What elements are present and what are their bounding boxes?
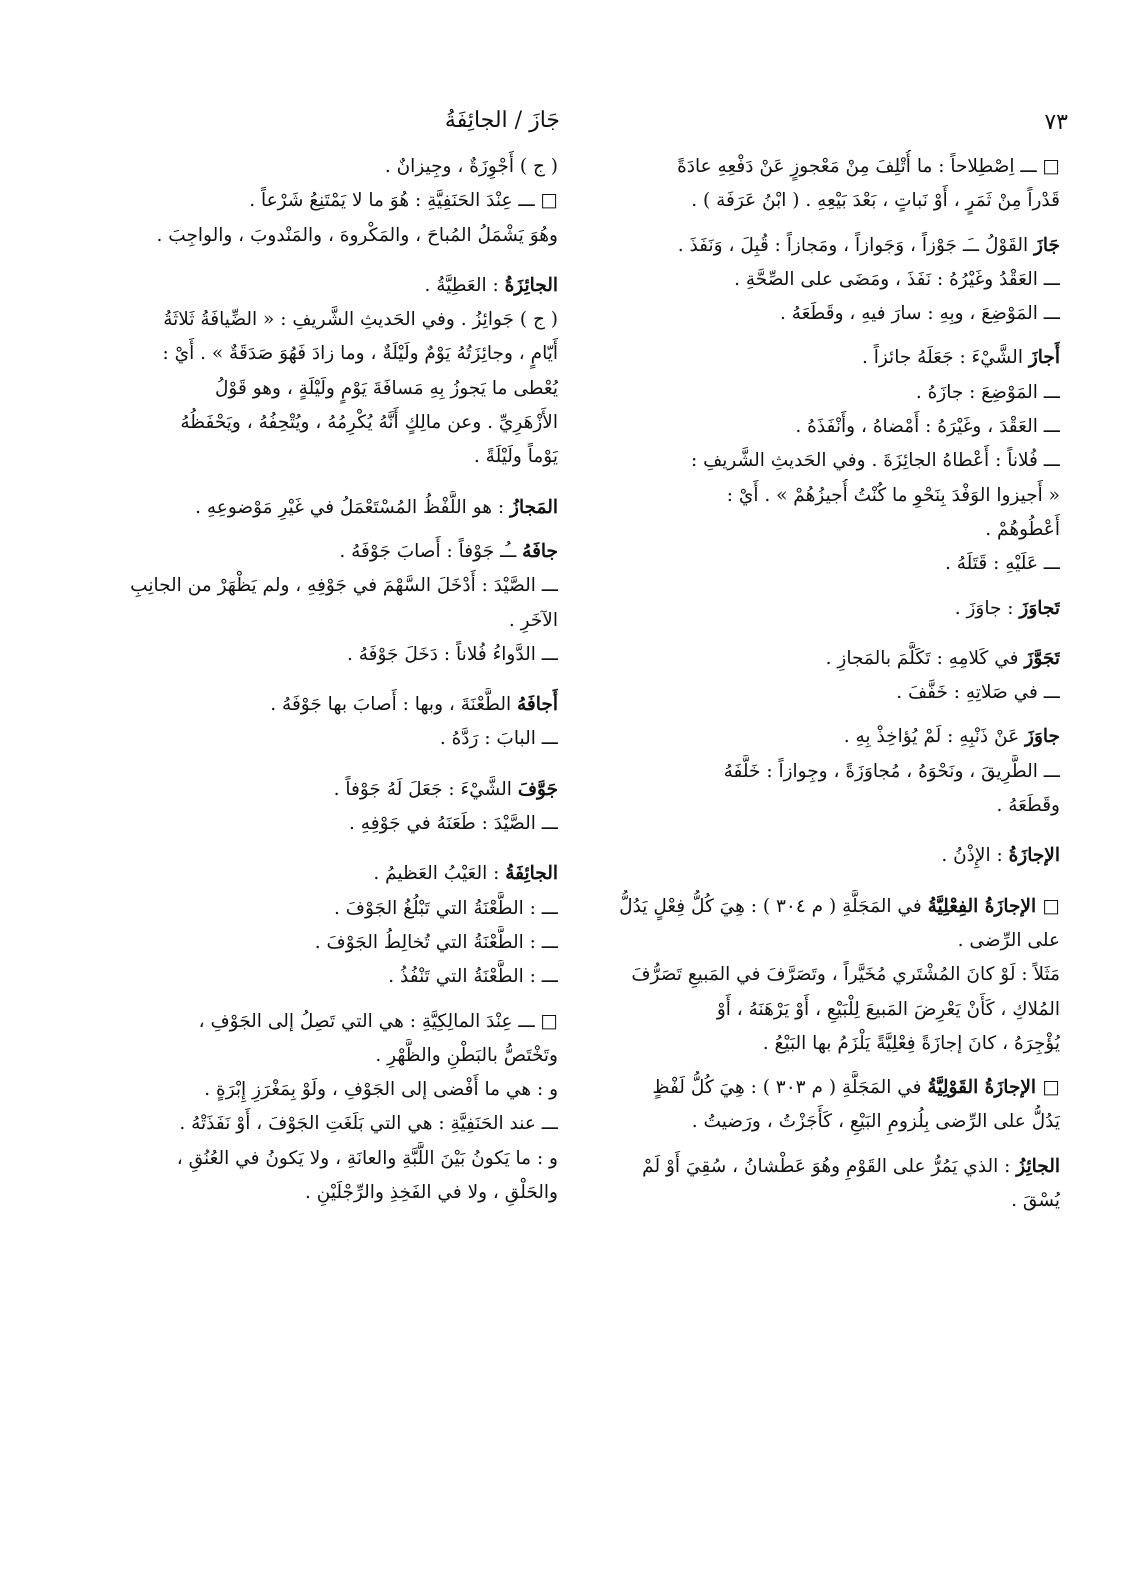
entry-text: : هو اللَّفْظُ المُسْتَعْمَلُ في غَيْرِ مَوْضوعِهِ . (195, 496, 511, 518)
entry-headword: الجائِزُ (1016, 1155, 1060, 1177)
entry-text: □ ـــ عِنْدَ الحَنَفِيَّةِ : هُوَ ما لا يَمْتَنِعُ شَرْعاً . (249, 190, 558, 212)
entry-line (108, 184, 558, 218)
entry-text: المُلاكِ ، كَأَنْ يَعْرِضَ المَبيعَ لِلْبَيْعِ ، أَوْ يَرْهَنَهُ ، أَوْ (716, 998, 1060, 1020)
entry-line (612, 958, 1060, 992)
entry-line (108, 569, 558, 603)
dictionary-entry (108, 857, 558, 994)
entry-text: ـــ المَوْضِعَ ، وبِهِ : سارَ فيهِ ، وقَطَعَهُ . (779, 303, 1060, 325)
entry-line (612, 1184, 1060, 1218)
entry-line (612, 890, 1060, 924)
entry-line (612, 341, 1060, 375)
entry-text: ـــ العَقْدُ وغَيْرُهُ : نَفَذَ ، ومَضَى على الصِّحَّةِ . (734, 268, 1060, 290)
entry-text: : الذي يَمُرُّ على القَوْمِ وهُوَ عَطْشانُ ، سُقِيَ أَوْ لَمْ (642, 1155, 1017, 1177)
dictionary-entry (612, 839, 1060, 873)
entry-headword: جافَهُ (522, 540, 558, 562)
entry-line (612, 184, 1060, 218)
entry-line (108, 1039, 558, 1073)
entry-gap (108, 672, 558, 688)
entry-text: ـــ العَقْدَ ، وغَيْرَهُ : أَمْضاهُ ، وأَنْفَذَهُ . (795, 416, 1060, 438)
right-column (612, 150, 1060, 1218)
entry-gap (108, 253, 558, 269)
entry-text: ــُـ جَوْفاً : أَصابَ جَوْفَهُ . (339, 540, 523, 562)
entry-line (108, 303, 558, 337)
entry-gap (612, 874, 1060, 890)
entry-text: مَثَلاً : لَوْ كانَ المُشْتَري مُخَيَّراً ، وتَصَرَّفَ في المَبيعِ تَصَرُّفَ (631, 964, 1060, 986)
entry-text: ( ج ) جَوائِزُ . وفي الحَديثِ الشَّريفِ : « الضِّيافَةُ ثَلاثَةُ (163, 309, 558, 331)
entry-headword: □ الإجازَةُ الفِعْلِيَّةُ (927, 895, 1060, 917)
entry-text: ـــ عَلَيْهِ : قَتَلَهُ . (944, 553, 1060, 575)
dictionary-entry (108, 491, 558, 525)
entry-headword: الجائِفَةُ (505, 863, 558, 885)
entry-gap (108, 995, 558, 1005)
entry-text: في كَلامِهِ : تَكَلَّمَ بالمَجازِ . (825, 647, 1025, 669)
entry-text: و : ما يَكونُ بَيْنَ اللَّبَّةِ والعانَةِ ، ولا يَكونُ في العُنُقِ ، (176, 1147, 558, 1169)
entry-text: ـــ المَوْضِعَ : جازَهُ . (915, 381, 1060, 403)
entry-headword: جاوَزَ (1025, 726, 1060, 748)
entry-headword: جَازَ (1033, 234, 1060, 256)
entry-line (612, 1105, 1060, 1139)
entry-text: يَوْماً ولَيْلَةً . (473, 446, 558, 468)
entry-gap (612, 219, 1060, 229)
dictionary-entry (612, 150, 1060, 219)
dictionary-entry (108, 150, 558, 253)
page-number: ٧٣ (1044, 110, 1068, 135)
entry-line (108, 440, 558, 474)
entry-text: ـــ : الطَّعْنَةُ التي تَنْفُذُ . (388, 966, 558, 988)
entry-text: وقَطَعَهُ . (996, 795, 1060, 817)
entry-line (108, 491, 558, 525)
dictionary-entry (612, 890, 1060, 1061)
entry-text: ـــ : الطَّعْنَةُ التي تَبْلُغُ الجَوْفَ . (334, 897, 558, 919)
entry-text: أَيّامٍ ، وجائِزَتُهُ يَوْمٌ ولَيْلَةٌ ، وما زادَ فَهُوَ صَدَقَةٌ » . أَيْ : (162, 343, 558, 365)
entry-text: والحَلْقِ ، ولا في الفَخِذِ والرِّجْلَيْنِ . (304, 1182, 558, 1204)
entry-line (612, 720, 1060, 754)
entry-line (108, 1176, 558, 1210)
entry-text: قَدْراً مِنْ ثَمَرٍ ، أَوْ نَباتٍ ، بَعْدَ بَيْعِهِ . ( ابْنُ عَرَفَة ) . (691, 190, 1060, 212)
entry-headword: الجائِزَةُ (504, 274, 558, 296)
entry-headword: أَجافَهُ (517, 694, 558, 716)
entry-line (108, 219, 558, 253)
dictionary-entry (612, 341, 1060, 581)
entry-gap (612, 1061, 1060, 1071)
entry-text: الشَّيْءَ : جَعَلَهُ جائزاً . (861, 347, 1029, 369)
entry-headword: □ الإجازَةُ القَوْلِيَّةُ (927, 1077, 1060, 1099)
entry-line (108, 773, 558, 807)
entry-gap (108, 475, 558, 491)
entry-text: ـــ : الطَّعْنَةُ التي تُخالِطُ الجَوْفَ . (314, 931, 558, 953)
entry-text: ـــ الصَّيْدَ : أَدْخَلَ السَّهْمَ في جَوْفِهِ ، ولم يَظْهَرْ من الجانِبِ (130, 575, 558, 597)
entry-text: يُعْطى ما يَجوزُ بِهِ مَسافَةَ يَوْمٍ ولَيْلَةٍ ، وهو قَوْلُ (214, 377, 558, 399)
entry-text: القَوْلُ ــَـ جَوْزاً ، وَجَوازاً ، ومَجازاً : قُبِلَ ، وَنَفَذَ . (677, 234, 1034, 256)
entry-line (612, 642, 1060, 676)
entry-text: الطَّعْنَةَ ، وبها : أَصابَ بها جَوْفَهُ . (270, 694, 518, 716)
entry-text: على الرِّضى . (957, 929, 1060, 951)
entry-gap (108, 841, 558, 857)
entry-line (612, 839, 1060, 873)
dictionary-entry (108, 773, 558, 842)
entry-line (612, 924, 1060, 958)
entry-text: عَنْ ذَنْبِهِ : لَمْ يُؤاخِذْ بِهِ . (843, 726, 1026, 748)
entry-line (612, 410, 1060, 444)
entry-gap (108, 525, 558, 535)
entry-line (108, 1073, 558, 1107)
entry-text: الأَزْهَرِيِّ . وعن مالِكٍ أَنَّهُ يُكْرِمُهُ ، ويُتْحِفُهُ ، ويَحْفَظُهُ (180, 412, 558, 434)
entry-line (612, 513, 1060, 547)
entry-line (612, 376, 1060, 410)
entry-line (108, 269, 558, 303)
entry-text: « أَجيزوا الوَفْدَ بِنَحْوِ ما كُنْتُ أُجيزُهُمْ » . أَيْ : (726, 484, 1060, 506)
entry-gap (612, 1140, 1060, 1150)
entry-line (108, 926, 558, 960)
entry-line (108, 1107, 558, 1141)
dictionary-entry (612, 642, 1060, 711)
entry-text: ـــ فُلاناً : أَعْطاهُ الجائِزَةَ . وفي الحَديثِ الشَّريفِ : (690, 450, 1060, 472)
entry-text: ـــ الدَّواءُ فُلاناً : دَخَلَ جَوْفَهُ . (346, 643, 558, 665)
entry-text: الشَّيْءَ : جَعَلَ لَهُ جَوْفاً . (333, 778, 518, 800)
entry-headword: تَجاوَزَ (1019, 597, 1060, 619)
entry-text: ـــ الطَّرِيقَ ، ونَحْوَهُ ، مُجاوَزَةً ، وجِوازاً : خَلَّفَهُ (723, 760, 1060, 782)
entry-text: ـــ الصَّيْدَ : طَعَنَهُ في جَوْفِهِ . (349, 813, 558, 835)
dictionary-entry (108, 269, 558, 475)
entry-gap (612, 582, 1060, 592)
entry-text: ـــ في صَلاتِهِ : خَفَّفَ . (896, 682, 1060, 704)
entry-line (612, 993, 1060, 1027)
entry-line (108, 807, 558, 841)
entry-line (108, 406, 558, 440)
entry-text: أَعْطُوهُمْ . (985, 518, 1060, 540)
entry-line (612, 789, 1060, 823)
entry-line (612, 229, 1060, 263)
entry-gap (108, 757, 558, 773)
entry-line (612, 676, 1060, 710)
entry-line (108, 857, 558, 891)
entry-line (108, 535, 558, 569)
entry-headword: المَجازُ (510, 496, 558, 518)
entry-headword: الإجازَةُ (1008, 845, 1060, 867)
entry-text: في المَجَلَّةِ ( م ٣٠٣ ) : هِيَ كُلُّ لَفْظٍ (652, 1077, 928, 1099)
entry-line (108, 638, 558, 672)
entry-text: يَدُلُّ على الرِّضى بِلُزومِ البَيْعِ ، كَأَجَزْتُ ، ورَضيتُ . (691, 1111, 1060, 1133)
entry-gap (612, 331, 1060, 341)
entry-headword: جَوَّفَ (517, 778, 558, 800)
entry-headword: تَجَوَّزَ (1024, 647, 1060, 669)
entry-text: □ ـــ عِنْدَ المالِكِيَّةِ : هي التي تَصِلُ إلى الجَوْفِ ، (198, 1010, 558, 1032)
entry-gap (612, 823, 1060, 839)
entry-line (612, 479, 1060, 513)
entry-text: الآخَرِ . (508, 609, 558, 631)
entry-line (108, 1005, 558, 1039)
entry-line (612, 592, 1060, 626)
entry-text: وهُوَ يَشْمَلُ المُباحَ ، والمَكْروهَ ، والمَنْدوبَ ، والواجِبَ . (156, 224, 558, 246)
entry-line (612, 263, 1060, 297)
entry-text: ـــ البابَ : رَدَّهُ . (439, 728, 558, 750)
entry-line (108, 722, 558, 756)
entry-line (612, 755, 1060, 789)
entry-text: ـــ عند الحَنَفِيَّةِ : هي التي بَلَغَتِ الجَوْفَ ، أَوْ نَفَذَتْهُ . (179, 1113, 558, 1135)
entry-text: □ ـــ اِصْطِلاحاً : ما أُتْلِفَ مِنْ مَعْجوزٍ عَنْ دَفْعِهِ عادَةً (677, 156, 1060, 177)
entry-text: : العَطِيَّةُ . (424, 274, 505, 296)
entry-text: في المَجَلَّةِ ( م ٣٠٤ ) : هِيَ كُلُّ فِعْلٍ يَدُلُّ (619, 895, 928, 917)
dictionary-entry (108, 535, 558, 672)
entry-text: ( ج ) أَجْوِزَةٌ ، وجِيزانٌ . (384, 156, 558, 177)
entry-line (612, 297, 1060, 331)
entry-line (108, 337, 558, 371)
entry-gap (612, 710, 1060, 720)
entry-line (108, 1142, 558, 1176)
entry-line (612, 1150, 1060, 1184)
entry-text: وتَخْتَصُّ بالبَطْنِ والظَّهْرِ . (375, 1044, 558, 1066)
entry-line (612, 547, 1060, 581)
entry-headword: أَجازَ (1028, 347, 1060, 369)
dictionary-entry (108, 688, 558, 757)
dictionary-entry (612, 1150, 1060, 1219)
entry-line (108, 892, 558, 926)
running-header: جَازَ / الجائِفَةُ (444, 108, 560, 133)
dictionary-entry (612, 720, 1060, 823)
entry-text: يُؤْجِرَهُ ، كانَ إجازَةً فِعْلِيَّةً يَلْزَمُ بها البَيْعُ . (762, 1032, 1060, 1054)
dictionary-entry (612, 1071, 1060, 1140)
entry-line (108, 688, 558, 722)
entry-line (612, 444, 1060, 478)
entry-text: : الإِذْنُ . (941, 845, 1009, 867)
entry-text: : العَيْبُ العَظيمُ . (373, 863, 506, 885)
entry-line (108, 960, 558, 994)
entry-line (612, 1071, 1060, 1105)
dictionary-entry (612, 592, 1060, 626)
entry-text: : جاوَزَ . (954, 597, 1020, 619)
entry-line (612, 1027, 1060, 1061)
entry-line (612, 150, 1060, 184)
entry-gap (612, 626, 1060, 642)
entry-text: و : هي ما أَفْضى إلى الجَوْفِ ، ولَوْ بِمَغْرَزِ إِبْرَةٍ . (204, 1079, 558, 1101)
entry-line (108, 150, 558, 184)
entry-line (108, 604, 558, 638)
dictionary-entry (612, 229, 1060, 332)
dictionary-entry (108, 1005, 558, 1211)
entry-line (108, 372, 558, 406)
entry-text: يُسْقَ . (1011, 1190, 1060, 1212)
left-column (108, 150, 558, 1210)
